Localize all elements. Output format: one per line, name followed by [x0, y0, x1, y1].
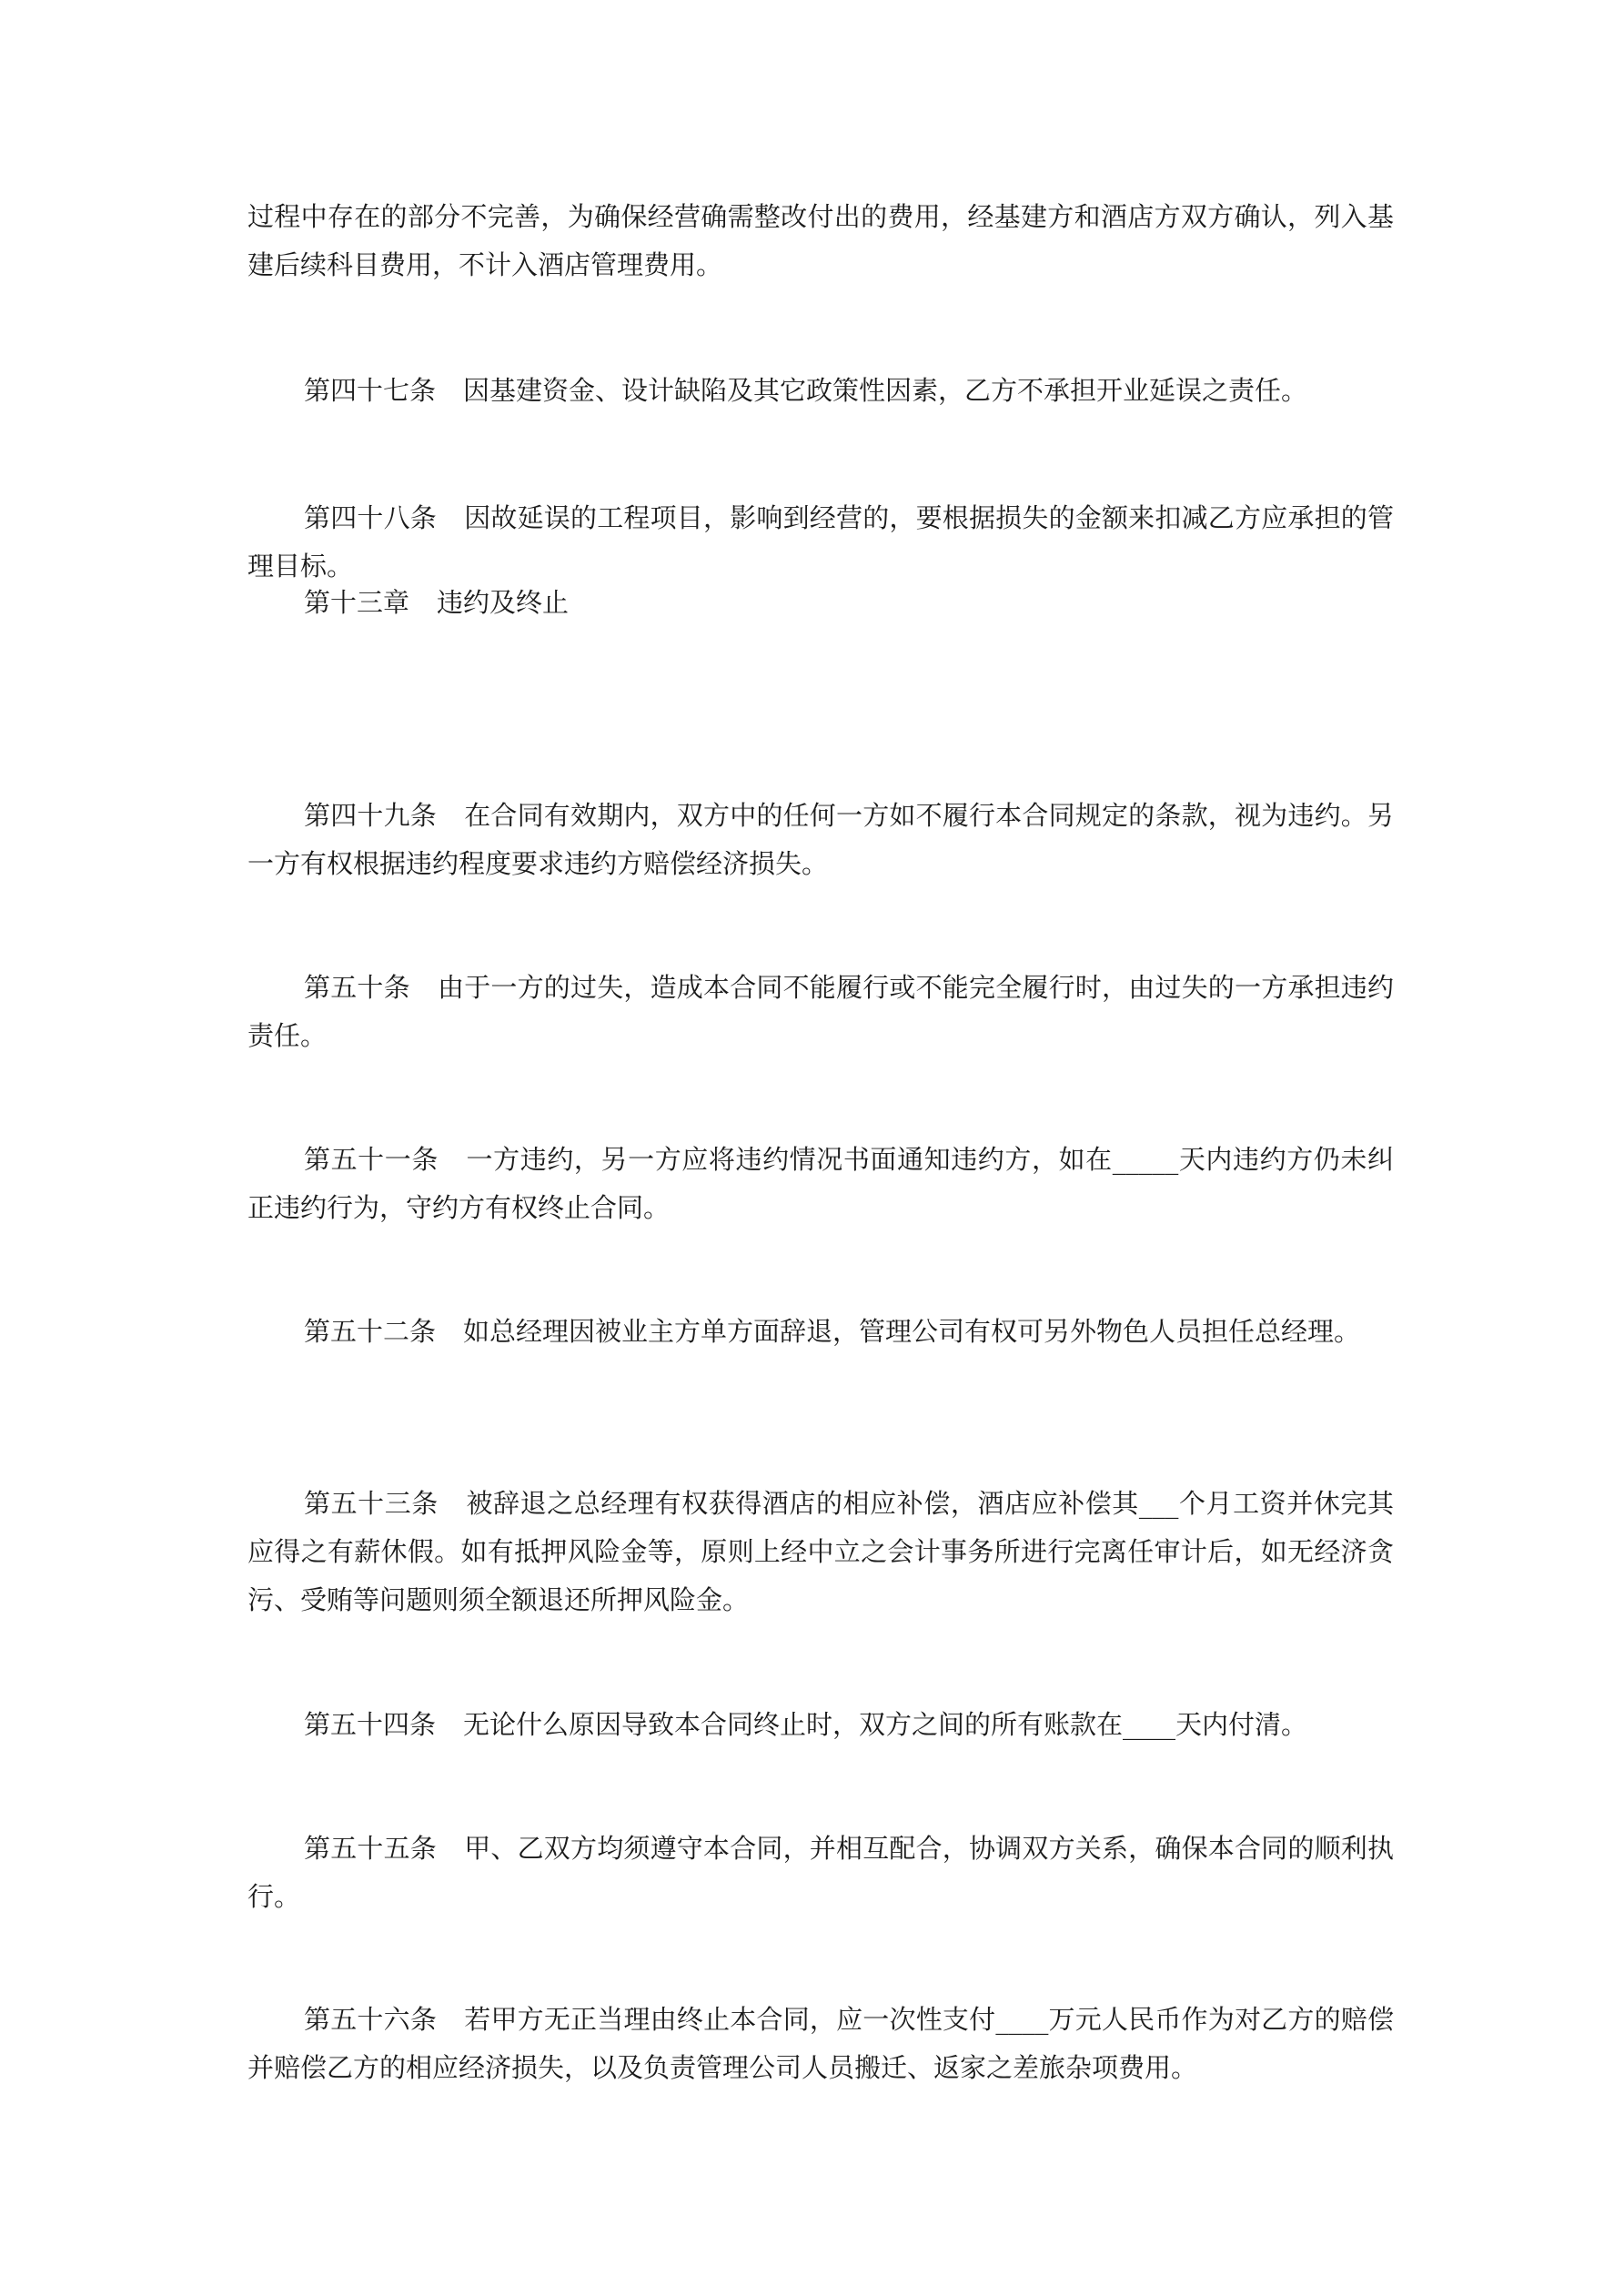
article-label: 第五十六条	[304, 2004, 438, 2035]
article-text: 无论什么原因导致本合同终止时，双方之间的所有账款在____天内付清。	[463, 1709, 1308, 1740]
article-text: 因故延误的工程项目，影响到经营的，要根据损失的金额来扣减乙方应承担的管理目标。	[247, 502, 1394, 582]
article-54	[247, 1701, 1394, 1749]
article-48	[247, 494, 1394, 591]
article-text: 因基建资金、设计缺陷及其它政策性因素，乙方不承担开业延误之责任。	[463, 375, 1308, 406]
article-label: 第四十八条	[304, 502, 437, 533]
article-text: 在合同有效期内，双方中的任何一方如不履行本合同规定的条款，视为违约。另一方有权根据违约程度要求违约方赔偿经济损失。	[247, 800, 1394, 879]
article-52	[247, 1308, 1394, 1356]
article-49	[247, 792, 1394, 888]
article-53	[247, 1480, 1394, 1624]
article-text: 甲、乙双方均须遵守本合同，并相互配合，协调双方关系，确保本合同的顺利执行。	[247, 1833, 1394, 1912]
chapter-title: 违约及终止	[437, 587, 570, 618]
article-label: 第四十九条	[304, 800, 437, 831]
article-label: 第五十四条	[304, 1709, 437, 1740]
article-text: 一方违约，另一方应将违约情况书面通知违约方，如在_____天内违约方仍未纠正违约行为，守约方有权终止合同。	[247, 1144, 1394, 1223]
article-51	[247, 1136, 1394, 1232]
article-text: 被辞退之总经理有权获得酒店的相应补偿，酒店应补偿其___个月工资并休完其应得之有薪休假。如有抵押风险金等，原则上经中立之会计事务所进行完离任审计后，如无经济贪污、受贿等问题则须全额退还所押风险金。	[247, 1488, 1394, 1615]
chapter-13-heading	[247, 579, 1394, 627]
article-label: 第五十二条	[304, 1316, 437, 1347]
article-label: 第五十条	[304, 972, 410, 1003]
article-47	[247, 367, 1394, 415]
paragraph-text: 过程中存在的部分不完善，为确保经营确需整改付出的费用，经基建方和酒店方双方确认，列入基建后续科目费用，不计入酒店管理费用。	[247, 201, 1394, 280]
article-label: 第五十一条	[304, 1144, 439, 1175]
chapter-label: 第十三章	[304, 587, 410, 618]
article-55	[247, 1825, 1394, 1921]
article-label: 第四十七条	[304, 375, 437, 406]
article-text: 如总经理因被业主方单方面辞退，管理公司有权可另外物色人员担任总经理。	[463, 1316, 1361, 1347]
article-label: 第五十三条	[304, 1488, 439, 1519]
article-label: 第五十五条	[304, 1833, 437, 1864]
paragraph-continuation	[247, 193, 1394, 289]
article-text: 若甲方无正当理由终止本合同，应一次性支付____万元人民币作为对乙方的赔偿并赔偿乙方的相应经济损失，以及负责管理公司人员搬迁、返家之差旅杂项费用。	[247, 2004, 1394, 2083]
article-56	[247, 1996, 1394, 2092]
article-text: 由于一方的过失，造成本合同不能履行或不能完全履行时，由过失的一方承担违约责任。	[247, 972, 1394, 1051]
article-50	[247, 964, 1394, 1060]
